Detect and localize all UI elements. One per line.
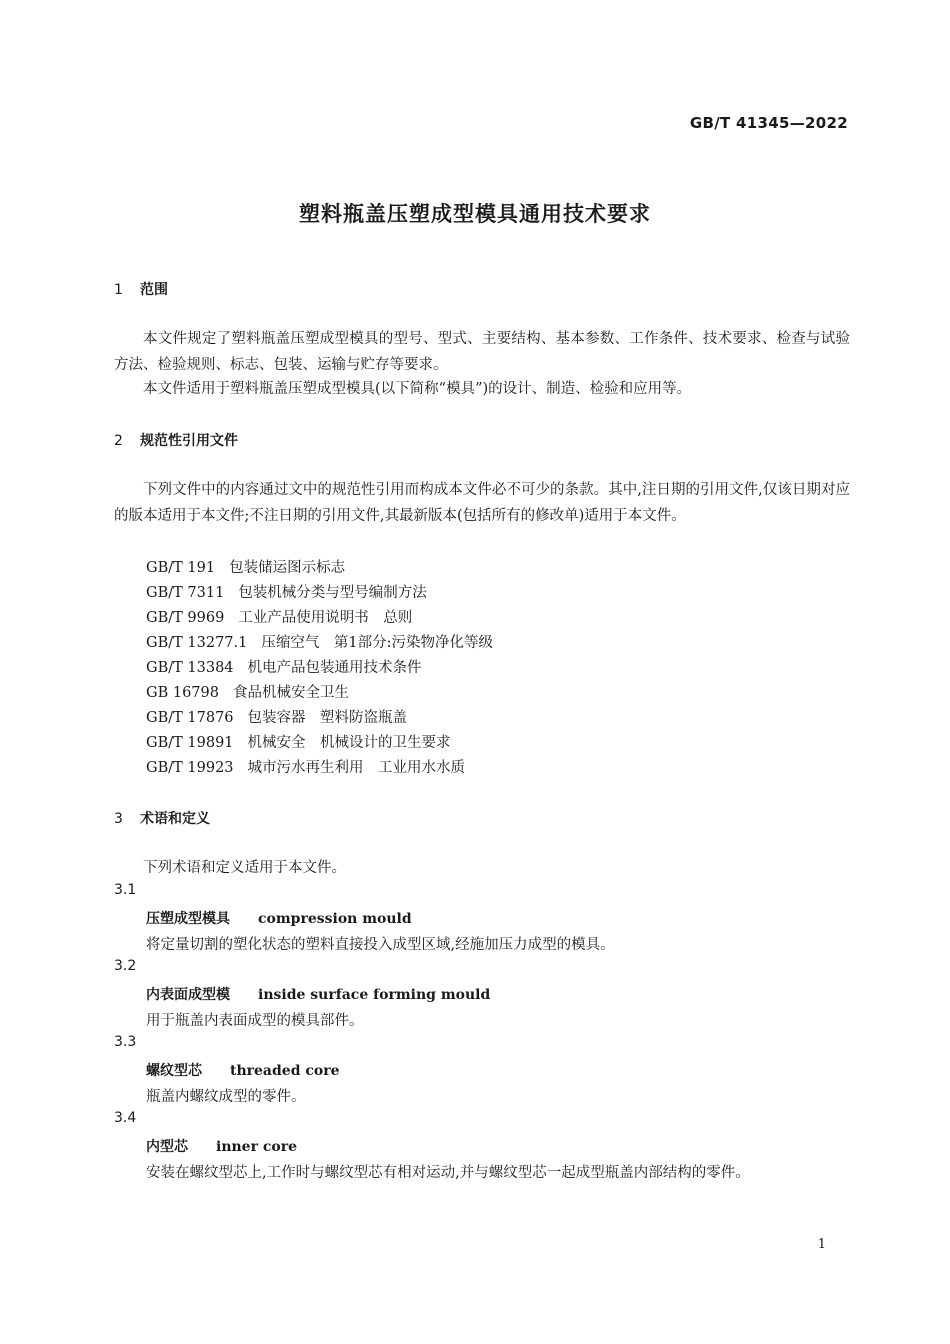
reference-code: GB/T 19923 — [146, 760, 234, 776]
reference-item — [146, 756, 465, 777]
reference-item — [146, 631, 493, 652]
reference-code: GB/T 17876 — [146, 710, 234, 726]
document-title: 塑料瓶盖压塑成型模具通用技术要求 — [299, 202, 651, 226]
term-chinese: 内表面成型模 — [146, 987, 230, 1003]
reference-item — [146, 556, 345, 577]
reference-item — [146, 581, 427, 602]
term-heading — [146, 984, 490, 1004]
reference-title: 工业产品使用说明书 总则 — [238, 610, 413, 626]
term-english: inner core — [216, 1139, 297, 1155]
section-number: 1 — [114, 282, 123, 298]
term-heading — [146, 1060, 340, 1080]
term-number: 3.4 — [114, 1110, 137, 1126]
section-title: 术语和定义 — [140, 811, 210, 827]
term-chinese: 内型芯 — [146, 1139, 188, 1155]
section-2-heading — [114, 430, 238, 450]
reference-title: 机械安全 机械设计的卫生要求 — [247, 735, 451, 751]
scope-paragraph-2: 本文件适用于塑料瓶盖压塑成型模具(以下简称“模具”)的设计、制造、检验和应用等。 — [143, 381, 692, 397]
reference-item — [146, 706, 407, 727]
term-heading — [146, 908, 412, 928]
references-intro-paragraph: 下列文件中的内容通过文中的规范性引用而构成本文件必不可少的条款。其中,注日期的引用文件,仅该日期对应的版本适用于本文件;不注日期的引用文件,其最新版本(包括所有的修改单)适用于本文件。 — [114, 482, 850, 524]
scope-paragraph-1: 本文件规定了塑料瓶盖压塑成型模具的型号、型式、主要结构、基本参数、工作条件、技术要求、检查与试验方法、检验规则、标志、包装、运输与贮存等要求。 — [114, 331, 850, 373]
section-title: 规范性引用文件 — [140, 433, 238, 449]
reference-title: 包装容器 塑料防盗瓶盖 — [247, 710, 408, 726]
term-definition: 安装在螺纹型芯上,工作时与螺纹型芯有相对运动,并与螺纹型芯一起成型瓶盖内部结构的零件。 — [146, 1165, 750, 1181]
reference-code: GB 16798 — [146, 685, 219, 701]
reference-code: GB/T 13384 — [146, 660, 234, 676]
reference-code: GB/T 13277.1 — [146, 635, 248, 651]
section-title: 范围 — [140, 282, 168, 298]
reference-code: GB/T 9969 — [146, 610, 225, 626]
term-chinese: 螺纹型芯 — [146, 1063, 202, 1079]
reference-title: 机电产品包装通用技术条件 — [247, 660, 422, 676]
term-number: 3.3 — [114, 1034, 137, 1050]
reference-title: 包装储运图示标志 — [229, 560, 346, 576]
reference-code: GB/T 7311 — [146, 585, 225, 601]
terms-intro-paragraph: 下列术语和定义适用于本文件。 — [143, 860, 346, 876]
reference-code: GB/T 19891 — [146, 735, 234, 751]
page-number: 1 — [817, 1237, 826, 1252]
section-number: 3 — [114, 811, 123, 827]
term-english: threaded core — [230, 1063, 340, 1079]
term-definition: 将定量切割的塑化状态的塑料直接投入成型区域,经施加压力成型的模具。 — [146, 937, 615, 953]
term-number: 3.1 — [114, 882, 137, 898]
term-number: 3.2 — [114, 958, 137, 974]
term-definition: 用于瓶盖内表面成型的模具部件。 — [146, 1013, 364, 1029]
reference-code: GB/T 191 — [146, 560, 216, 576]
section-3-heading — [114, 808, 210, 828]
term-definition: 瓶盖内螺纹成型的零件。 — [146, 1089, 306, 1105]
reference-item — [146, 731, 451, 752]
reference-item — [146, 656, 422, 677]
term-english: inside surface forming mould — [258, 987, 491, 1003]
standard-number: GB/T 41345—2022 — [689, 114, 848, 132]
term-chinese: 压塑成型模具 — [146, 911, 230, 927]
reference-title: 城市污水再生利用 工业用水水质 — [247, 760, 466, 776]
reference-title: 食品机械安全卫生 — [232, 685, 349, 701]
reference-title: 压缩空气 第1部分:污染物净化等级 — [261, 635, 493, 651]
reference-title: 包装机械分类与型号编制方法 — [238, 585, 427, 601]
term-english: compression mould — [258, 911, 412, 927]
reference-item — [146, 681, 349, 702]
reference-item — [146, 606, 412, 627]
term-heading — [146, 1136, 297, 1156]
section-number: 2 — [114, 433, 123, 449]
section-1-heading — [114, 279, 168, 299]
